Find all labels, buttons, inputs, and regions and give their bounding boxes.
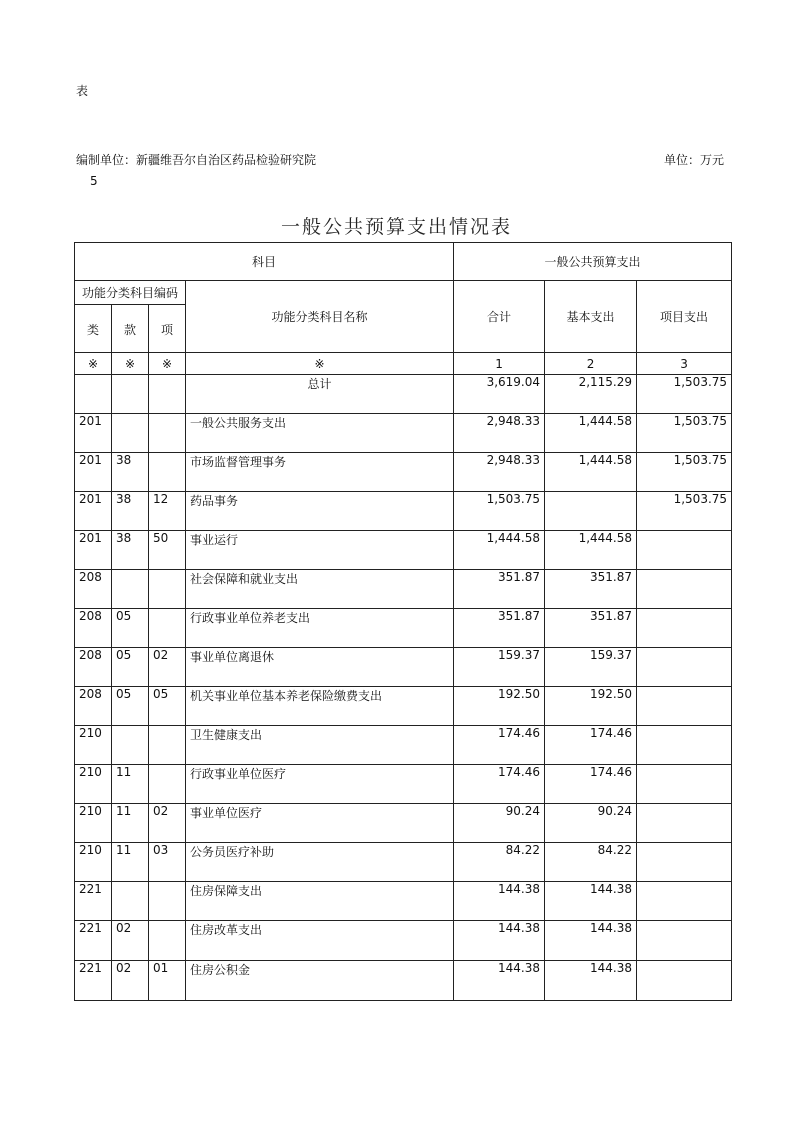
cell-kuan: 11 [112,804,149,843]
budget-table [74,242,732,1001]
page-title: 一般公共预算支出情况表 [280,216,512,238]
cell-xiang [149,726,186,765]
table-row [75,414,732,453]
cell-kuan: 38 [112,453,149,492]
cell-xiang: 05 [149,687,186,726]
cell-total: 2,948.33 [454,453,545,492]
cell-project: 1,503.75 [637,414,732,453]
cell-kuan [112,570,149,609]
header-code-group: 功能分类科目编码 [75,281,186,305]
cell-total: 90.24 [454,804,545,843]
cell-kuan: 05 [112,687,149,726]
cell-kuan [112,882,149,921]
cell-project [637,961,732,1001]
cell-total: 144.38 [454,961,545,1001]
table-row [75,765,732,804]
cell-xiang [149,453,186,492]
cell-lei: 201 [75,453,112,492]
header-project: 项目支出 [637,281,732,353]
cell-lei: 210 [75,765,112,804]
cell-lei [75,375,112,414]
marker-kuan: ※ [112,353,149,375]
marker-name: ※ [186,353,454,375]
unit-label: 单位：万元 [664,153,725,167]
cell-basic: 1,444.58 [545,414,637,453]
cell-total: 174.46 [454,726,545,765]
table-row [75,453,732,492]
cell-basic: 174.46 [545,765,637,804]
cell-name: 事业单位医疗 [186,804,454,843]
cell-name: 社会保障和就业支出 [186,570,454,609]
cell-name: 住房改革支出 [186,921,454,961]
cell-kuan: 38 [112,531,149,570]
cell-name: 行政事业单位医疗 [186,765,454,804]
cell-total: 174.46 [454,765,545,804]
cell-name: 公务员医疗补助 [186,843,454,882]
cell-basic: 1,444.58 [545,531,637,570]
cell-total: 351.87 [454,609,545,648]
cell-name: 市场监督管理事务 [186,453,454,492]
table-row [75,687,732,726]
cell-basic: 144.38 [545,921,637,961]
cell-basic: 90.24 [545,804,637,843]
table-row [75,882,732,921]
cell-xiang: 01 [149,961,186,1001]
table-row [75,804,732,843]
cell-total: 144.38 [454,921,545,961]
compiling-unit: 编制单位：新疆维吾尔自治区药品检验研究院 [76,153,317,167]
table-row [75,492,732,531]
cell-xiang [149,375,186,414]
marker-project: 3 [637,353,732,375]
cell-name: 住房公积金 [186,961,454,1001]
cell-project: 1,503.75 [637,492,732,531]
cell-lei: 221 [75,961,112,1001]
cell-project [637,648,732,687]
cell-xiang: 03 [149,843,186,882]
cell-lei: 210 [75,843,112,882]
top-label: 表 [76,84,89,98]
header-basic: 基本支出 [545,281,637,353]
header-subject: 科目 [75,243,454,281]
cell-total: 2,948.33 [454,414,545,453]
cell-kuan [112,414,149,453]
table-row [75,375,732,414]
cell-lei: 221 [75,882,112,921]
cell-project [637,609,732,648]
marker-row [75,353,732,375]
cell-total: 144.38 [454,882,545,921]
cell-xiang [149,414,186,453]
cell-name: 住房保障支出 [186,882,454,921]
table-row [75,531,732,570]
cell-xiang: 02 [149,648,186,687]
cell-xiang [149,609,186,648]
marker-xiang: ※ [149,353,186,375]
cell-xiang [149,765,186,804]
table-row [75,648,732,687]
table-row [75,961,732,1001]
cell-basic: 351.87 [545,570,637,609]
cell-kuan: 02 [112,961,149,1001]
cell-total: 192.50 [454,687,545,726]
year-fragment: 5 [90,174,98,188]
cell-project [637,726,732,765]
cell-name: 机关事业单位基本养老保险缴费支出 [186,687,454,726]
cell-total: 159.37 [454,648,545,687]
cell-kuan: 38 [112,492,149,531]
cell-xiang: 50 [149,531,186,570]
marker-lei: ※ [75,353,112,375]
cell-basic: 144.38 [545,961,637,1001]
cell-project [637,882,732,921]
header-xiang: 项 [149,305,186,353]
cell-basic: 174.46 [545,726,637,765]
cell-name: 事业运行 [186,531,454,570]
cell-name: 一般公共服务支出 [186,414,454,453]
cell-kuan: 11 [112,765,149,804]
cell-kuan [112,375,149,414]
cell-xiang [149,570,186,609]
cell-kuan: 05 [112,648,149,687]
cell-lei: 210 [75,804,112,843]
cell-name: 总计 [186,375,454,414]
cell-xiang [149,882,186,921]
cell-basic: 351.87 [545,609,637,648]
header-row-code-group [75,281,732,305]
cell-kuan: 05 [112,609,149,648]
cell-project [637,687,732,726]
marker-total: 1 [454,353,545,375]
cell-basic: 2,115.29 [545,375,637,414]
cell-total: 351.87 [454,570,545,609]
cell-lei: 201 [75,414,112,453]
cell-basic: 192.50 [545,687,637,726]
cell-total: 1,444.58 [454,531,545,570]
marker-basic: 2 [545,353,637,375]
cell-basic: 159.37 [545,648,637,687]
cell-project [637,765,732,804]
cell-total: 1,503.75 [454,492,545,531]
table-row [75,609,732,648]
cell-kuan [112,726,149,765]
cell-name: 行政事业单位养老支出 [186,609,454,648]
cell-xiang [149,921,186,961]
cell-project [637,843,732,882]
cell-basic: 1,444.58 [545,453,637,492]
cell-project: 1,503.75 [637,453,732,492]
cell-project [637,921,732,961]
cell-kuan: 11 [112,843,149,882]
cell-total: 84.22 [454,843,545,882]
cell-kuan: 02 [112,921,149,961]
cell-xiang: 12 [149,492,186,531]
table-row [75,843,732,882]
cell-xiang: 02 [149,804,186,843]
cell-basic: 84.22 [545,843,637,882]
header-kuan: 款 [112,305,149,353]
cell-name: 药品事务 [186,492,454,531]
cell-lei: 201 [75,492,112,531]
header-row-top [75,243,732,281]
cell-lei: 208 [75,648,112,687]
table-row [75,570,732,609]
header-lei: 类 [75,305,112,353]
cell-basic: 144.38 [545,882,637,921]
header-total: 合计 [454,281,545,353]
cell-name: 事业单位离退休 [186,648,454,687]
header-budget-group: 一般公共预算支出 [454,243,732,281]
table-row [75,726,732,765]
table-row [75,921,732,961]
cell-project [637,531,732,570]
cell-lei: 208 [75,609,112,648]
cell-project [637,570,732,609]
cell-total: 3,619.04 [454,375,545,414]
cell-project: 1,503.75 [637,375,732,414]
cell-lei: 210 [75,726,112,765]
cell-lei: 201 [75,531,112,570]
cell-lei: 208 [75,570,112,609]
cell-name: 卫生健康支出 [186,726,454,765]
cell-project [637,804,732,843]
cell-lei: 221 [75,921,112,961]
cell-lei: 208 [75,687,112,726]
header-name: 功能分类科目名称 [186,281,454,353]
cell-basic [545,492,637,531]
